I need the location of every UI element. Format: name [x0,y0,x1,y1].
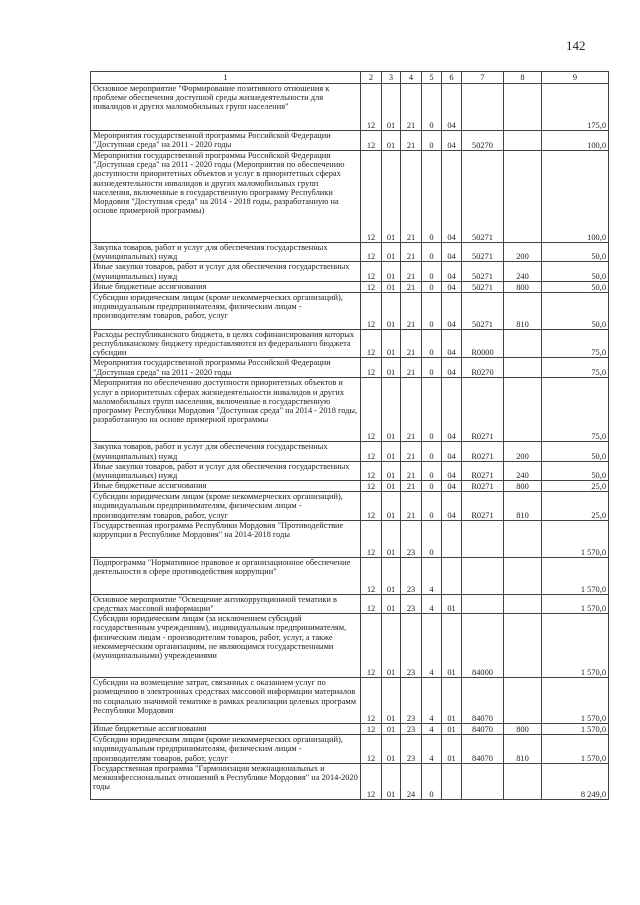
table-row [91,151,609,243]
col-9: 75,0 [542,378,609,442]
row-name: Государственная программа Республики Мордовия "Противодействие коррупции в Республике Мордовия" на 2014-2018 годы [91,520,361,557]
col-3: 01 [382,735,401,764]
col-3: 01 [382,614,401,678]
col-6: 04 [442,378,462,442]
row-name: Иные бюджетные ассигнования [91,481,361,492]
col-5: 0 [422,378,442,442]
col-8 [504,594,542,613]
col-8: 200 [504,243,542,262]
col-7: R0271 [462,442,504,461]
col-5: 4 [422,557,442,594]
table-row [91,84,609,131]
col-7: R0271 [462,378,504,442]
col-2: 12 [361,461,382,480]
row-name: Иные бюджетные ассигнования [91,724,361,735]
col-8 [504,520,542,557]
col-2: 12 [361,329,382,358]
col-2: 12 [361,481,382,492]
row-name: Закупка товаров, работ и услуг для обеспечения государственных (муниципальных) нужд [91,442,361,461]
col-2: 12 [361,84,382,131]
col-7: 84070 [462,735,504,764]
header-row [91,72,609,84]
col-8 [504,557,542,594]
col-8 [504,358,542,378]
col-7: R0271 [462,481,504,492]
col-9: 1 570,0 [542,594,609,613]
col-7: 84000 [462,614,504,678]
col-9: 25,0 [542,481,609,492]
header-cell: 7 [462,72,504,84]
col-7 [462,84,504,131]
col-5: 0 [422,84,442,131]
col-9: 50,0 [542,442,609,461]
table-row [91,763,609,799]
col-9: 1 570,0 [542,614,609,678]
col-5: 4 [422,735,442,764]
table-row [91,243,609,262]
col-2: 12 [361,292,382,329]
col-9: 175,0 [542,84,609,131]
table-row [91,520,609,557]
col-2: 12 [361,262,382,281]
col-4: 21 [401,461,422,480]
col-4: 21 [401,358,422,378]
col-5: 0 [422,292,442,329]
col-6: 04 [442,442,462,461]
col-5: 4 [422,594,442,613]
col-9: 1 570,0 [542,557,609,594]
col-9: 25,0 [542,492,609,521]
col-4: 21 [401,492,422,521]
col-9: 1 570,0 [542,520,609,557]
header-cell: 3 [382,72,401,84]
row-name: Иные закупки товаров, работ и услуг для обеспечения государственных (муниципальных) нужд [91,262,361,281]
row-name: Субсидии юридическим лицам (за исключением субсидий государственным учреждениям), индивидуальным предпринимателям, физическим лицам - производителям товаров, работ, услуг, а также некоммерческим организациям, не являющимся государственными (муниципальными) учреждениями [91,614,361,678]
col-2: 12 [361,358,382,378]
col-4: 21 [401,243,422,262]
col-9: 50,0 [542,262,609,281]
table-row [91,557,609,594]
col-3: 01 [382,358,401,378]
col-8: 810 [504,492,542,521]
row-name: Субсидии юридическим лицам (кроме некоммерческих организаций), индивидуальным предпринимателям, физическим лицам - производителям товаров, работ, услуг [91,292,361,329]
col-7: R0271 [462,492,504,521]
col-8: 800 [504,724,542,735]
col-7: 84070 [462,724,504,735]
col-3: 01 [382,594,401,613]
col-6: 04 [442,84,462,131]
col-4: 23 [401,614,422,678]
col-2: 12 [361,614,382,678]
col-7 [462,594,504,613]
col-5: 0 [422,262,442,281]
col-5: 0 [422,243,442,262]
col-5: 0 [422,329,442,358]
col-3: 01 [382,520,401,557]
col-8 [504,678,542,724]
header-cell: 8 [504,72,542,84]
table-row [91,678,609,724]
col-5: 0 [422,492,442,521]
col-4: 21 [401,151,422,243]
col-3: 01 [382,292,401,329]
table-row [91,262,609,281]
row-name: Иные бюджетные ассигнования [91,281,361,292]
col-9: 75,0 [542,329,609,358]
col-3: 01 [382,492,401,521]
table-row [91,492,609,521]
header-cell: 9 [542,72,609,84]
col-3: 01 [382,678,401,724]
col-3: 01 [382,378,401,442]
col-6: 01 [442,735,462,764]
col-8 [504,84,542,131]
col-2: 12 [361,520,382,557]
col-3: 01 [382,442,401,461]
col-9: 100,0 [542,151,609,243]
col-5: 0 [422,763,442,799]
col-2: 12 [361,678,382,724]
col-8: 240 [504,262,542,281]
col-6: 01 [442,678,462,724]
col-5: 0 [422,131,442,151]
col-4: 21 [401,442,422,461]
col-4: 23 [401,594,422,613]
table-row [91,358,609,378]
table-row [91,461,609,480]
col-5: 0 [422,520,442,557]
col-8: 240 [504,461,542,480]
row-name: Мероприятия государственной программы Российской Федерации "Доступная среда" на 2011 - 2020 годы [91,358,361,378]
col-4: 21 [401,281,422,292]
col-5: 4 [422,678,442,724]
col-8 [504,378,542,442]
col-9: 100,0 [542,131,609,151]
col-4: 21 [401,262,422,281]
col-8: 810 [504,292,542,329]
col-3: 01 [382,763,401,799]
col-3: 01 [382,262,401,281]
header-cell: 2 [361,72,382,84]
col-4: 21 [401,378,422,442]
row-name: Основное мероприятие "Формирование позитивного отношения к проблеме обеспечения доступной среды жизнедеятельности для инвалидов и других маломобильных групп населения" [91,84,361,131]
col-8 [504,131,542,151]
col-8 [504,614,542,678]
table-row [91,724,609,735]
col-3: 01 [382,481,401,492]
col-2: 12 [361,281,382,292]
col-4: 21 [401,329,422,358]
col-3: 01 [382,461,401,480]
col-4: 21 [401,131,422,151]
col-4: 21 [401,84,422,131]
col-9: 50,0 [542,243,609,262]
col-4: 21 [401,481,422,492]
table-row [91,594,609,613]
col-5: 0 [422,151,442,243]
col-9: 1 570,0 [542,678,609,724]
col-9: 1 570,0 [542,724,609,735]
table-row [91,735,609,764]
col-5: 0 [422,358,442,378]
col-2: 12 [361,557,382,594]
col-5: 0 [422,442,442,461]
col-2: 12 [361,442,382,461]
col-2: 12 [361,763,382,799]
col-6: 04 [442,151,462,243]
col-8: 800 [504,481,542,492]
col-6: 04 [442,461,462,480]
col-6: 04 [442,281,462,292]
row-name: Мероприятия государственной программы Российской Федерации "Доступная среда" на 2011 - 2020 годы [91,131,361,151]
col-7: 50271 [462,281,504,292]
col-2: 12 [361,243,382,262]
col-8 [504,151,542,243]
col-5: 0 [422,481,442,492]
col-9: 75,0 [542,358,609,378]
col-6: 04 [442,262,462,281]
col-9: 50,0 [542,281,609,292]
col-8 [504,763,542,799]
page-number: 142 [566,38,586,53]
col-4: 23 [401,724,422,735]
row-name: Субсидии юридическим лицам (кроме некоммерческих организаций), индивидуальным предпринимателям, физическим лицам - производителям товаров, работ, услуг [91,735,361,764]
col-4: 23 [401,557,422,594]
col-2: 12 [361,151,382,243]
col-5: 4 [422,614,442,678]
col-5: 0 [422,281,442,292]
table-row [91,292,609,329]
header-cell: 5 [422,72,442,84]
table-row [91,481,609,492]
col-6: 01 [442,724,462,735]
col-6 [442,763,462,799]
row-name: Закупка товаров, работ и услуг для обеспечения государственных (муниципальных) нужд [91,243,361,262]
col-4: 23 [401,735,422,764]
col-6: 04 [442,358,462,378]
col-7 [462,763,504,799]
table-row [91,281,609,292]
col-4: 23 [401,520,422,557]
col-7: R0000 [462,329,504,358]
header-cell: 1 [91,72,361,84]
row-name: Основное мероприятие "Освещение антикоррупционной тематики в средствах массовой информации" [91,594,361,613]
col-9: 8 249,0 [542,763,609,799]
col-8: 810 [504,735,542,764]
col-6: 01 [442,594,462,613]
col-7: 50271 [462,292,504,329]
col-7: R0271 [462,461,504,480]
row-name: Расходы республиканского бюджета, в целях софинансирования которых республиканскому бюджету предоставляются из федерального бюджета субсидии [91,329,361,358]
col-4: 23 [401,678,422,724]
col-2: 12 [361,724,382,735]
table-row [91,329,609,358]
col-2: 12 [361,131,382,151]
col-9: 1 570,0 [542,735,609,764]
col-3: 01 [382,724,401,735]
col-7: 84070 [462,678,504,724]
col-8 [504,329,542,358]
col-6: 04 [442,131,462,151]
col-9: 50,0 [542,292,609,329]
row-name: Государственная программа "Гармонизация межнациональных и межконфессиональных отношений в Республике Мордовия" на 2014-2020 годы [91,763,361,799]
col-7 [462,520,504,557]
col-3: 01 [382,243,401,262]
col-7: R0270 [462,358,504,378]
col-2: 12 [361,594,382,613]
col-3: 01 [382,131,401,151]
row-name: Субсидии на возмещение затрат, связанных с оказанием услуг по размещению в электронных средствах массовой информации материалов по социально значимой тематике в рамках реализации целевых программ Республики Мордовия [91,678,361,724]
col-6 [442,520,462,557]
col-3: 01 [382,281,401,292]
row-name: Мероприятия государственной программы Российской Федерации "Доступная среда" на 2011 - 2020 годы (Мероприятия по обеспечению доступности приоритетных объектов и услуг в приоритетных сферах жизнедеятельности инвалидов и других маломобильных групп населения, включенные в государственную программу Республики Мордовия "Доступная среда" на 2014 - 2018 годы, разработанную на основе примерной программы) [91,151,361,243]
col-3: 01 [382,557,401,594]
table-row [91,131,609,151]
row-name: Иные закупки товаров, работ и услуг для обеспечения государственных (муниципальных) нужд [91,461,361,480]
col-8: 200 [504,442,542,461]
col-5: 0 [422,461,442,480]
col-6: 04 [442,492,462,521]
col-4: 24 [401,763,422,799]
col-8: 800 [504,281,542,292]
col-2: 12 [361,735,382,764]
col-7: 50270 [462,131,504,151]
col-7 [462,557,504,594]
col-6: 04 [442,481,462,492]
col-3: 01 [382,151,401,243]
col-6: 04 [442,329,462,358]
header-cell: 6 [442,72,462,84]
col-3: 01 [382,84,401,131]
col-7: 50271 [462,243,504,262]
col-7: 50271 [462,151,504,243]
col-6 [442,557,462,594]
col-4: 21 [401,292,422,329]
table-row [91,614,609,678]
col-9: 50,0 [542,461,609,480]
header-cell: 4 [401,72,422,84]
row-name: Подпрограмма "Нормативное правовое и организационное обеспечение деятельности в сфере противодействия коррупции" [91,557,361,594]
col-6: 01 [442,614,462,678]
col-2: 12 [361,492,382,521]
col-7: 50271 [462,262,504,281]
row-name: Субсидии юридическим лицам (кроме некоммерческих организаций), индивидуальным предпринимателям, физическим лицам - производителям товаров, работ, услуг [91,492,361,521]
col-6: 04 [442,292,462,329]
table-row [91,442,609,461]
col-5: 4 [422,724,442,735]
col-2: 12 [361,378,382,442]
row-name: Мероприятия по обеспечению доступности приоритетных объектов и услуг в приоритетных сферах жизнедеятельности инвалидов и других маломобильных групп населения, включенные в государственную программу Республики Мордовия "Доступная среда" на 2014 - 2018 годы, разработанную на основе примерной программы [91,378,361,442]
col-3: 01 [382,329,401,358]
table-row [91,378,609,442]
budget-table [90,71,609,800]
col-6: 04 [442,243,462,262]
